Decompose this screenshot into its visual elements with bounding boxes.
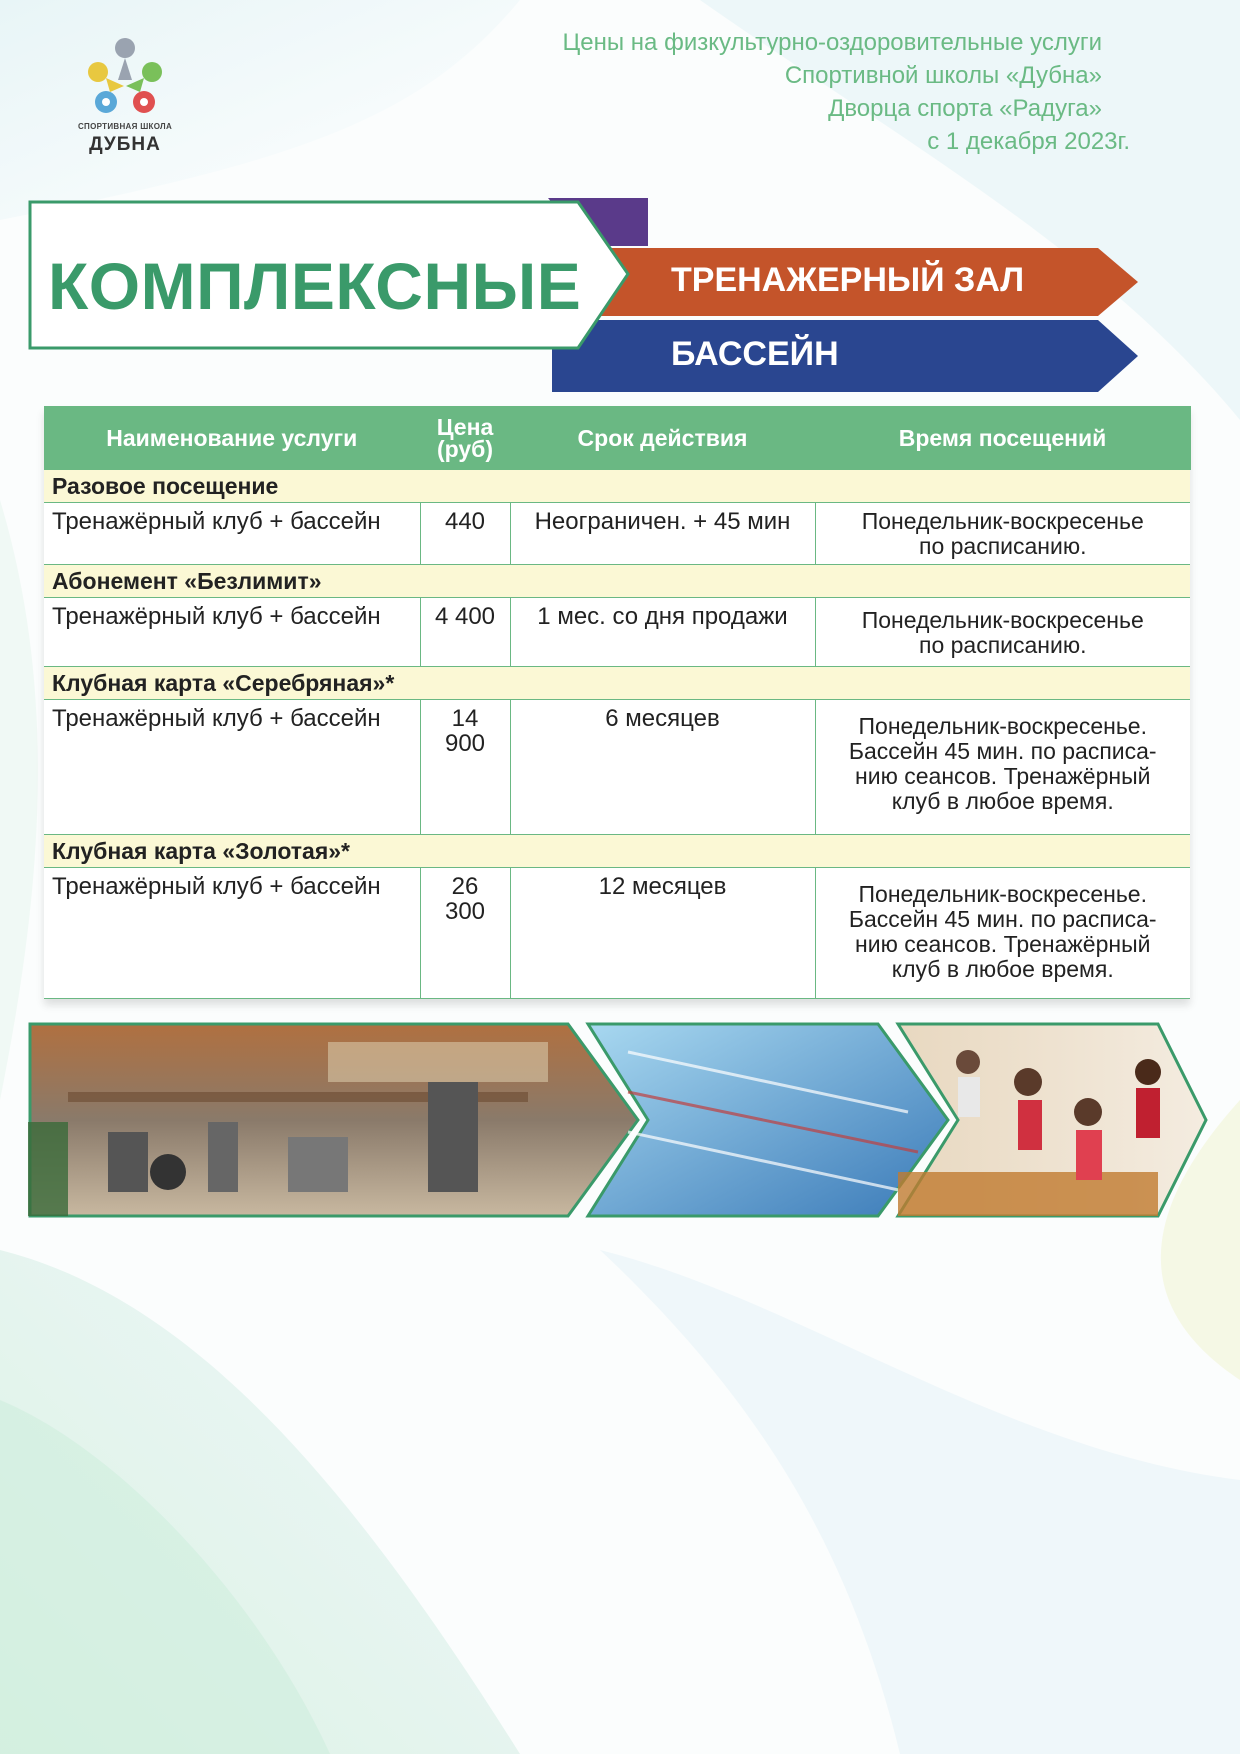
column-header-time: Время посещений [815,406,1190,470]
time-line: по расписанию. [918,632,1087,658]
banner-pool-label: БАССЕЙН [671,335,839,373]
column-header-price [420,406,510,470]
category-banner [28,198,1148,398]
service-price: 14 900 [420,700,510,835]
photo-collage [28,1022,1208,1218]
service-name: Тренажёрный клуб + бассейн [44,700,420,835]
logo-flower-icon [80,34,170,120]
service-validity: Неограничен. + 45 мин [510,503,815,565]
time-line: Понедельник-воскресенье [861,508,1144,534]
service-price: 26 300 [420,868,510,999]
section-title: Клубная карта «Серебряная»* [44,667,1190,700]
header-line-2: Спортивной школы «Дубна» [784,62,1102,89]
service-validity: 1 мес. со дня продажи [510,598,815,667]
price-header [562,26,1130,158]
header-line-1: Цены на физкультурно-оздоровительные услуги [562,29,1102,56]
banner-title: КОМПЛЕКСНЫЕ [48,249,582,323]
section-row [44,835,1190,868]
time-line: клуб в любое время. [891,956,1114,982]
time-line: Бассейн 45 мин. по расписа- [848,738,1157,764]
price-header-line-2: (руб) [436,436,494,462]
pool-photo [588,1024,948,1216]
service-time [815,598,1190,667]
service-name: Тренажёрный клуб + бассейн [44,503,420,565]
column-header-name: Наименование услуги [44,406,420,470]
service-time [815,700,1190,835]
logo-big-text: ДУБНА [89,134,161,155]
service-name: Тренажёрный клуб + бассейн [44,598,420,667]
table-row [44,503,1190,565]
section-title: Разовое посещение [44,470,1190,503]
logo-small-text: СПОРТИВНАЯ ШКОЛА [77,122,173,131]
service-validity: 6 месяцев [510,700,815,835]
time-line: по расписанию. [918,533,1087,559]
section-row [44,565,1190,598]
price-header-line-1: Цена [436,414,494,440]
time-line: нию сеансов. Тренажёрный [855,763,1151,789]
section-row [44,470,1190,503]
table-row [44,700,1190,835]
table-row [44,598,1190,667]
service-price: 4 400 [420,598,510,667]
column-header-validity: Срок действия [510,406,815,470]
section-title: Клубная карта «Золотая»* [44,835,1190,868]
time-line: Понедельник-воскресенье. [858,713,1147,739]
service-time [815,503,1190,565]
time-line: клуб в любое время. [891,788,1114,814]
service-price: 440 [420,503,510,565]
service-time [815,868,1190,999]
school-logo [70,34,180,164]
header-line-4: с 1 декабря 2023г. [927,128,1130,155]
time-line: Понедельник-воскресенье [861,607,1144,633]
header-line-3: Дворца спорта «Радуга» [828,95,1102,122]
service-name: Тренажёрный клуб + бассейн [44,868,420,999]
table-row [44,868,1190,999]
price-table [44,406,1190,999]
gym-photo [28,1024,638,1216]
time-line: Понедельник-воскресенье. [858,881,1147,907]
photo-strip [28,1022,1208,1218]
table-header-row [44,406,1190,470]
section-title: Абонемент «Безлимит» [44,565,1190,598]
banner-gym-label: ТРЕНАЖЕРНЫЙ ЗАЛ [671,261,1025,299]
time-line: нию сеансов. Тренажёрный [855,931,1151,957]
section-row [44,667,1190,700]
time-line: Бассейн 45 мин. по расписа- [848,906,1157,932]
service-validity: 12 месяцев [510,868,815,999]
